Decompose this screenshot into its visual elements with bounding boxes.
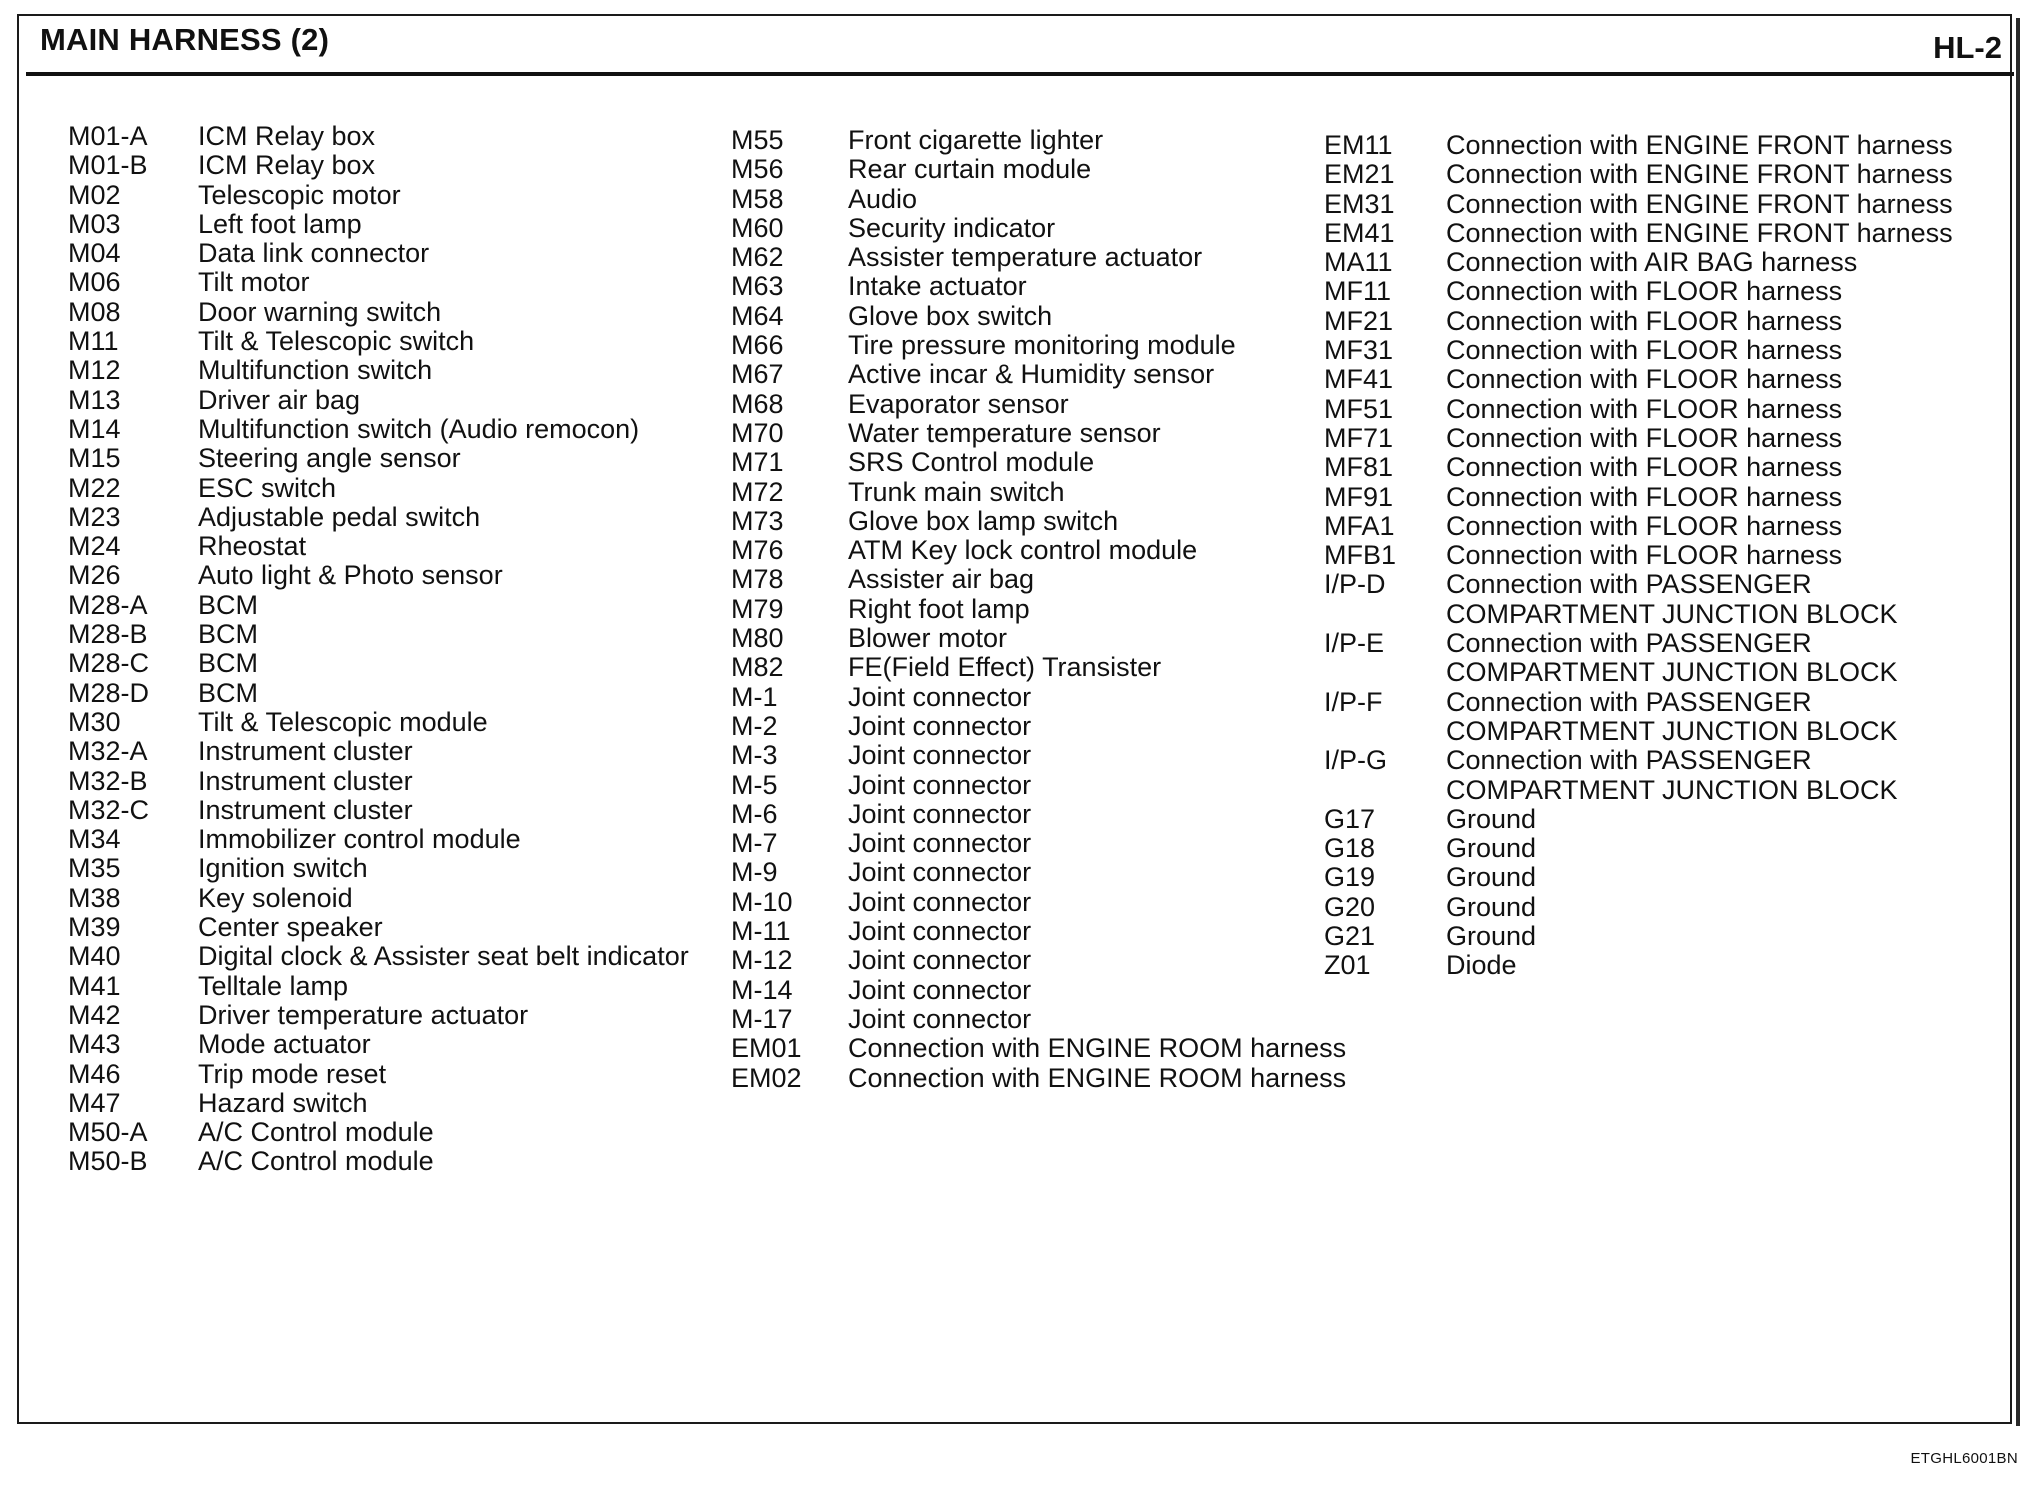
description-line-2: COMPARTMENT JUNCTION BLOCK xyxy=(1446,598,1898,629)
connector-description xyxy=(1446,746,1898,805)
description-line: SRS Control module xyxy=(848,447,1095,478)
description-line: Digital clock & Assister seat belt indicator xyxy=(198,941,689,972)
connector-description xyxy=(1446,307,1842,336)
connector-description xyxy=(1446,629,1898,688)
connector-description xyxy=(848,448,1094,477)
description-line: Joint connector xyxy=(848,828,1032,859)
description-line: Glove box lamp switch xyxy=(848,505,1119,536)
description-line: A/C Control module xyxy=(198,1146,434,1177)
connector-description xyxy=(1446,365,1842,394)
connector-description xyxy=(198,649,258,678)
connector-code: M26 xyxy=(68,560,121,591)
description-line: Connection with AIR BAG harness xyxy=(1446,247,1858,278)
description-line: Connection with PASSENGER xyxy=(1446,628,1812,659)
description-line: Connection with PASSENGER xyxy=(1446,686,1812,717)
description-line: Hazard switch xyxy=(198,1087,368,1118)
connector-code: M22 xyxy=(68,472,121,503)
description-line: Trip mode reset xyxy=(198,1058,387,1089)
connector-description xyxy=(198,884,353,913)
connector-code: M28-D xyxy=(68,677,150,708)
connector-code: M-2 xyxy=(731,710,778,741)
connector-description xyxy=(198,796,413,825)
connector-description xyxy=(848,507,1118,536)
connector-description xyxy=(198,122,375,151)
connector-code: EM21 xyxy=(1324,159,1395,190)
connector-description xyxy=(848,595,1030,624)
description-line: Joint connector xyxy=(848,681,1032,712)
connector-code: M64 xyxy=(731,300,784,331)
page-title: MAIN HARNESS (2) xyxy=(40,22,330,57)
frame-shadow xyxy=(2016,18,2020,1426)
description-line: Joint connector xyxy=(848,710,1032,741)
connector-description xyxy=(198,972,348,1001)
description-line: Instrument cluster xyxy=(198,765,413,796)
description-line: Instrument cluster xyxy=(198,794,413,825)
description-line: Ground xyxy=(1446,862,1537,893)
connector-description xyxy=(1446,893,1536,922)
description-line: Connection with ENGINE FRONT harness xyxy=(1446,130,1953,160)
connector-description xyxy=(848,419,1161,448)
description-line: Tilt & Telescopic switch xyxy=(198,326,475,357)
connector-description xyxy=(198,620,258,649)
connector-code: M15 xyxy=(68,443,121,474)
connector-description xyxy=(1446,395,1842,424)
connector-code: M01-B xyxy=(68,150,148,181)
connector-description xyxy=(848,683,1031,712)
description-line: Assister temperature actuator xyxy=(848,242,1203,273)
connector-description xyxy=(198,737,413,766)
description-line: Connection with PASSENGER xyxy=(1446,569,1812,600)
description-line: Auto light & Photo sensor xyxy=(198,560,503,591)
description-line: Connection with FLOOR harness xyxy=(1446,276,1843,307)
description-line: Right foot lamp xyxy=(848,593,1030,624)
description-line: Ground xyxy=(1446,921,1537,952)
description-line: BCM xyxy=(198,619,258,650)
description-line: Telescopic motor xyxy=(198,179,401,210)
description-line: Joint connector xyxy=(848,886,1032,917)
connector-code: M76 xyxy=(731,535,784,566)
description-line: Blower motor xyxy=(848,623,1008,654)
connector-code: M-11 xyxy=(731,916,791,947)
connector-description xyxy=(1446,688,1898,747)
connector-code: M30 xyxy=(68,706,121,737)
connector-description xyxy=(1446,834,1536,863)
description-line: Door warning switch xyxy=(198,296,442,327)
connector-code: Z01 xyxy=(1324,950,1371,981)
connector-description xyxy=(198,708,488,737)
connector-code: M38 xyxy=(68,882,121,913)
description-line: Connection with ENGINE FRONT harness xyxy=(1446,159,1953,190)
page-header xyxy=(26,14,2014,76)
connector-description xyxy=(848,800,1031,829)
connector-code: M66 xyxy=(731,330,784,361)
description-line: Adjustable pedal switch xyxy=(198,501,481,532)
description-line-2: COMPARTMENT JUNCTION BLOCK xyxy=(1446,774,1898,805)
description-line: ESC switch xyxy=(198,472,337,503)
description-line: Joint connector xyxy=(848,974,1032,1005)
connector-code: M79 xyxy=(731,593,784,624)
connector-description xyxy=(198,1001,528,1030)
connector-description xyxy=(1446,483,1842,512)
description-line: Connection with FLOOR harness xyxy=(1446,510,1843,541)
connector-description xyxy=(848,1064,1346,1093)
description-line-2: COMPARTMENT JUNCTION BLOCK xyxy=(1446,657,1898,688)
connector-description xyxy=(198,1147,434,1176)
connector-code: MFB1 xyxy=(1324,540,1397,571)
connector-description xyxy=(848,155,1091,184)
connector-description xyxy=(198,1030,371,1059)
description-line: Data link connector xyxy=(198,238,430,269)
connector-code: M62 xyxy=(731,242,784,273)
description-line: Connection with FLOOR harness xyxy=(1446,364,1843,395)
connector-description xyxy=(1446,424,1842,453)
connector-code: M56 xyxy=(731,154,784,185)
connector-description xyxy=(198,474,336,503)
connector-description xyxy=(848,917,1031,946)
connector-description xyxy=(198,679,258,708)
connector-description xyxy=(198,268,310,297)
connector-description xyxy=(848,946,1031,975)
connector-code: MF81 xyxy=(1324,452,1394,483)
description-line: Multifunction switch xyxy=(198,355,433,386)
connector-code: I/P-G xyxy=(1324,745,1388,776)
description-line: Key solenoid xyxy=(198,882,353,913)
connector-code: M-7 xyxy=(731,828,778,859)
description-line: ICM Relay box xyxy=(198,150,376,181)
description-line: Rheostat xyxy=(198,531,307,562)
connector-code: MF91 xyxy=(1324,481,1394,512)
connector-code: M-5 xyxy=(731,769,778,800)
connector-code: G19 xyxy=(1324,862,1376,893)
connector-code: M67 xyxy=(731,359,784,390)
description-line: Assister air bag xyxy=(848,564,1035,595)
connector-code: M70 xyxy=(731,417,784,448)
connector-description xyxy=(198,1118,434,1147)
connector-code: M32-A xyxy=(68,736,148,767)
connector-description xyxy=(198,1089,368,1118)
connector-description xyxy=(198,327,474,356)
connector-description xyxy=(198,181,401,210)
connector-description xyxy=(1446,541,1842,570)
connector-description xyxy=(198,239,429,268)
description-line: BCM xyxy=(198,677,258,708)
description-line: Multifunction switch (Audio remocon) xyxy=(198,413,640,444)
description-line: Connection with FLOOR harness xyxy=(1446,452,1843,483)
description-line: Connection with FLOOR harness xyxy=(1446,335,1843,366)
description-line: Center speaker xyxy=(198,912,383,943)
connector-description xyxy=(1446,190,1953,219)
connector-code: G17 xyxy=(1324,803,1376,834)
connector-code: M23 xyxy=(68,501,121,532)
connector-code: M04 xyxy=(68,238,121,269)
connector-code: M02 xyxy=(68,179,121,210)
connector-description xyxy=(848,243,1202,272)
connector-description xyxy=(848,653,1161,682)
connector-code: M72 xyxy=(731,476,784,507)
connector-code: M41 xyxy=(68,970,121,1001)
description-line: Joint connector xyxy=(848,1003,1032,1034)
connector-description xyxy=(848,302,1052,331)
description-line: Rear curtain module xyxy=(848,154,1092,185)
connector-description xyxy=(198,913,383,942)
description-line: BCM xyxy=(198,589,258,620)
connector-description xyxy=(848,888,1031,917)
connector-description xyxy=(1446,922,1536,951)
description-line: Joint connector xyxy=(848,857,1032,888)
description-line: Left foot lamp xyxy=(198,208,362,239)
connector-code: M11 xyxy=(68,326,119,357)
connector-code: M-9 xyxy=(731,857,778,888)
connector-code: M39 xyxy=(68,912,121,943)
connector-description xyxy=(1446,277,1842,306)
description-line: Tilt motor xyxy=(198,267,310,298)
connector-code: M-17 xyxy=(731,1003,793,1034)
connector-description xyxy=(198,210,362,239)
connector-code: M47 xyxy=(68,1087,121,1118)
connector-description xyxy=(198,532,306,561)
connector-code: EM41 xyxy=(1324,217,1395,248)
connector-code: MF11 xyxy=(1324,276,1392,307)
connector-code: MF31 xyxy=(1324,335,1394,366)
description-line: Joint connector xyxy=(848,945,1032,976)
connector-code: M46 xyxy=(68,1058,121,1089)
description-line: Connection with FLOOR harness xyxy=(1446,540,1843,571)
connector-description xyxy=(848,536,1197,565)
connector-description xyxy=(848,565,1034,594)
connector-description xyxy=(198,386,360,415)
connector-code: M73 xyxy=(731,505,784,536)
connector-description xyxy=(1446,951,1517,980)
connector-code: I/P-E xyxy=(1324,628,1385,659)
connector-code: M01-A xyxy=(68,121,148,151)
connector-description xyxy=(198,854,368,883)
connector-description xyxy=(1446,131,1953,160)
connector-code: M50-A xyxy=(68,1117,148,1148)
description-line: Immobilizer control module xyxy=(198,824,521,855)
connector-code: EM01 xyxy=(731,1033,802,1064)
connector-code: MF41 xyxy=(1324,364,1394,395)
connector-code: EM31 xyxy=(1324,188,1395,219)
connector-code: M32-C xyxy=(68,794,150,825)
connector-code: M82 xyxy=(731,652,784,683)
connector-description xyxy=(848,829,1031,858)
description-line: Connection with FLOOR harness xyxy=(1446,422,1843,453)
description-line: Audio xyxy=(848,183,918,214)
connector-description xyxy=(848,272,1027,301)
connector-code: M68 xyxy=(731,388,784,419)
connector-code: M35 xyxy=(68,853,121,884)
connector-description xyxy=(198,825,521,854)
connector-description xyxy=(848,712,1031,741)
connector-code: M71 xyxy=(731,447,784,478)
description-line: Water temperature sensor xyxy=(848,417,1161,448)
connector-code: MFA1 xyxy=(1324,510,1395,541)
connector-description xyxy=(1446,336,1842,365)
connector-code: M63 xyxy=(731,271,784,302)
connector-description xyxy=(198,561,503,590)
connector-description xyxy=(848,360,1214,389)
description-line: ATM Key lock control module xyxy=(848,535,1198,566)
description-line: ICM Relay box xyxy=(198,121,376,151)
connector-description xyxy=(1446,453,1842,482)
connector-code: M-1 xyxy=(731,681,778,712)
connector-description xyxy=(848,1005,1031,1034)
connector-description xyxy=(1446,248,1857,277)
connector-code: MF21 xyxy=(1324,305,1394,336)
connector-description xyxy=(1446,160,1953,189)
connector-description xyxy=(1446,863,1536,892)
description-line: A/C Control module xyxy=(198,1117,434,1148)
connector-code: I/P-D xyxy=(1324,569,1386,600)
connector-code: M50-B xyxy=(68,1146,148,1177)
connector-code: M28-B xyxy=(68,619,148,650)
connector-description xyxy=(848,331,1236,360)
connector-code: M55 xyxy=(731,125,784,155)
connector-description xyxy=(848,390,1069,419)
connector-description xyxy=(198,1060,386,1089)
connector-description xyxy=(848,976,1031,1005)
connector-description xyxy=(198,444,461,473)
connector-code: M42 xyxy=(68,999,121,1030)
description-line: Connection with ENGINE ROOM harness xyxy=(848,1033,1347,1064)
connector-description xyxy=(198,415,639,444)
connector-code: G18 xyxy=(1324,833,1376,864)
connector-code: M12 xyxy=(68,355,121,386)
description-line: Front cigarette lighter xyxy=(848,125,1104,155)
description-line: Ground xyxy=(1446,891,1537,922)
connector-description xyxy=(1446,512,1842,541)
description-line: Joint connector xyxy=(848,916,1032,947)
description-line: Connection with FLOOR harness xyxy=(1446,305,1843,336)
connector-code: MF71 xyxy=(1324,422,1394,453)
description-line: Telltale lamp xyxy=(198,970,349,1001)
description-line: Joint connector xyxy=(848,740,1032,771)
connector-code: MF51 xyxy=(1324,393,1394,424)
description-line: Intake actuator xyxy=(848,271,1027,302)
connector-code: M40 xyxy=(68,941,121,972)
connector-code: M03 xyxy=(68,208,121,239)
connector-code: M60 xyxy=(731,212,784,243)
connector-code: M-14 xyxy=(731,974,793,1005)
connector-description xyxy=(1446,570,1898,629)
connector-code: EM11 xyxy=(1324,130,1393,160)
connector-description xyxy=(848,624,1007,653)
connector-code: M24 xyxy=(68,531,121,562)
connector-description xyxy=(198,591,258,620)
connector-code: M43 xyxy=(68,1029,121,1060)
connector-code: G20 xyxy=(1324,891,1376,922)
connector-description xyxy=(848,185,917,214)
connector-code: M28-C xyxy=(68,648,150,679)
description-line: Connection with FLOOR harness xyxy=(1446,393,1843,424)
description-line: Driver air bag xyxy=(198,384,361,415)
description-line: Joint connector xyxy=(848,798,1032,829)
connector-description xyxy=(848,858,1031,887)
connector-description xyxy=(198,767,413,796)
connector-description xyxy=(1446,219,1953,248)
connector-description xyxy=(198,942,689,971)
figure-id: ETGHL6001BN xyxy=(1910,1450,2018,1467)
connector-code: M58 xyxy=(731,183,784,214)
description-line: Joint connector xyxy=(848,769,1032,800)
description-line: Tire pressure monitoring module xyxy=(848,330,1236,361)
connector-code: M-12 xyxy=(731,945,793,976)
connector-code: M34 xyxy=(68,824,121,855)
description-line: Glove box switch xyxy=(848,300,1053,331)
description-line: Ignition switch xyxy=(198,853,368,884)
description-line-2: COMPARTMENT JUNCTION BLOCK xyxy=(1446,715,1898,746)
connector-code: M78 xyxy=(731,564,784,595)
connector-description xyxy=(848,478,1065,507)
description-line: Steering angle sensor xyxy=(198,443,461,474)
description-line: Active incar & Humidity sensor xyxy=(848,359,1215,390)
description-line: Ground xyxy=(1446,833,1537,864)
description-line: Diode xyxy=(1446,950,1517,981)
page-code: HL-2 xyxy=(1933,30,2002,65)
connector-code: M28-A xyxy=(68,589,148,620)
connector-code: G21 xyxy=(1324,921,1376,952)
connector-description xyxy=(198,298,441,327)
connector-description xyxy=(848,214,1055,243)
connector-code: M-3 xyxy=(731,740,778,771)
description-line: Tilt & Telescopic module xyxy=(198,706,488,737)
description-line: Connection with ENGINE FRONT harness xyxy=(1446,217,1953,248)
description-line: Driver temperature actuator xyxy=(198,999,529,1030)
connector-code: M08 xyxy=(68,296,121,327)
description-line: Evaporator sensor xyxy=(848,388,1069,419)
description-line: Connection with FLOOR harness xyxy=(1446,481,1843,512)
connector-code: EM02 xyxy=(731,1062,802,1093)
connector-code: M06 xyxy=(68,267,121,298)
connector-code: MA11 xyxy=(1324,247,1393,278)
connector-code: M13 xyxy=(68,384,121,415)
connector-code: M14 xyxy=(68,413,121,444)
connector-description xyxy=(848,771,1031,800)
connector-description xyxy=(848,126,1103,155)
connector-code: I/P-F xyxy=(1324,686,1383,717)
connector-description xyxy=(848,1034,1346,1063)
connector-description xyxy=(848,741,1031,770)
description-line: FE(Field Effect) Transister xyxy=(848,652,1162,683)
description-line: Trunk main switch xyxy=(848,476,1065,507)
description-line: Ground xyxy=(1446,803,1537,834)
description-line: Connection with ENGINE FRONT harness xyxy=(1446,188,1953,219)
description-line: BCM xyxy=(198,648,258,679)
description-line: Security indicator xyxy=(848,212,1056,243)
connector-code: M80 xyxy=(731,623,784,654)
description-line: Instrument cluster xyxy=(198,736,413,767)
description-line: Connection with PASSENGER xyxy=(1446,745,1812,776)
connector-description xyxy=(1446,805,1536,834)
connector-code: M32-B xyxy=(68,765,148,796)
connector-code: M-6 xyxy=(731,798,778,829)
connector-description xyxy=(198,503,480,532)
description-line: Mode actuator xyxy=(198,1029,371,1060)
connector-code: M-10 xyxy=(731,886,793,917)
description-line: Connection with ENGINE ROOM harness xyxy=(848,1062,1347,1093)
connector-description xyxy=(198,151,375,180)
connector-description xyxy=(198,356,432,385)
